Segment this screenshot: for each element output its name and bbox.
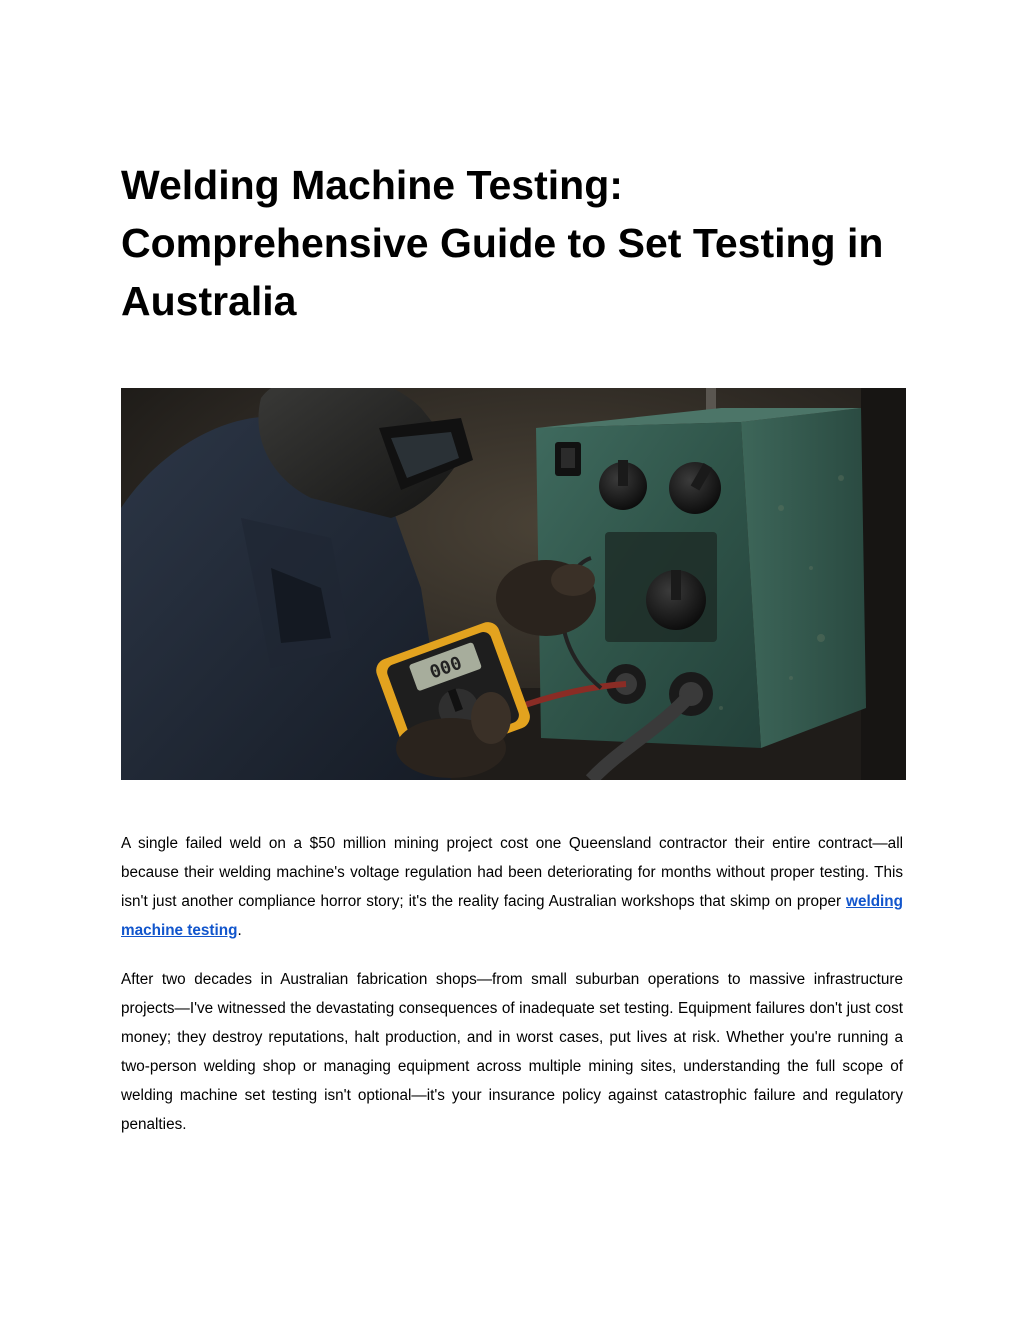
multimeter-display: 000 xyxy=(426,652,465,684)
intro-text-end: . xyxy=(237,922,242,939)
welder-testing-machine-photo-icon xyxy=(121,388,906,780)
intro-text: A single failed weld on a $50 million mining project cost one Queensland contractor their entire contract—all because their welding machine's voltage regulation had been deteriorating for months without proper testing. This isn't just another compliance horror story; it's the reality facing Australian workshops that skimp on proper xyxy=(121,835,903,910)
document-title: Welding Machine Testing: Comprehensive Guide to Set Testing in Australia xyxy=(121,162,884,324)
hero-image xyxy=(121,388,906,780)
welding-machine-testing-link[interactable]: welding machine testing xyxy=(121,893,903,939)
intro-paragraph xyxy=(121,829,903,945)
experience-paragraph: After two decades in Australian fabrication shops—from small suburban operations to massive infrastructure projects—I've witnessed the devastating consequences of inadequate set testing. Equipment failures don't just cost money; they destroy reputations, halt production, and in worst cases, put lives at risk. Whether you're running a two-person welding shop or managing equipment across multiple mining sites, understanding the full scope of welding machine set testing isn't optional—it's your insurance policy against catastrophic failure and regulatory penalties. xyxy=(121,971,903,1133)
